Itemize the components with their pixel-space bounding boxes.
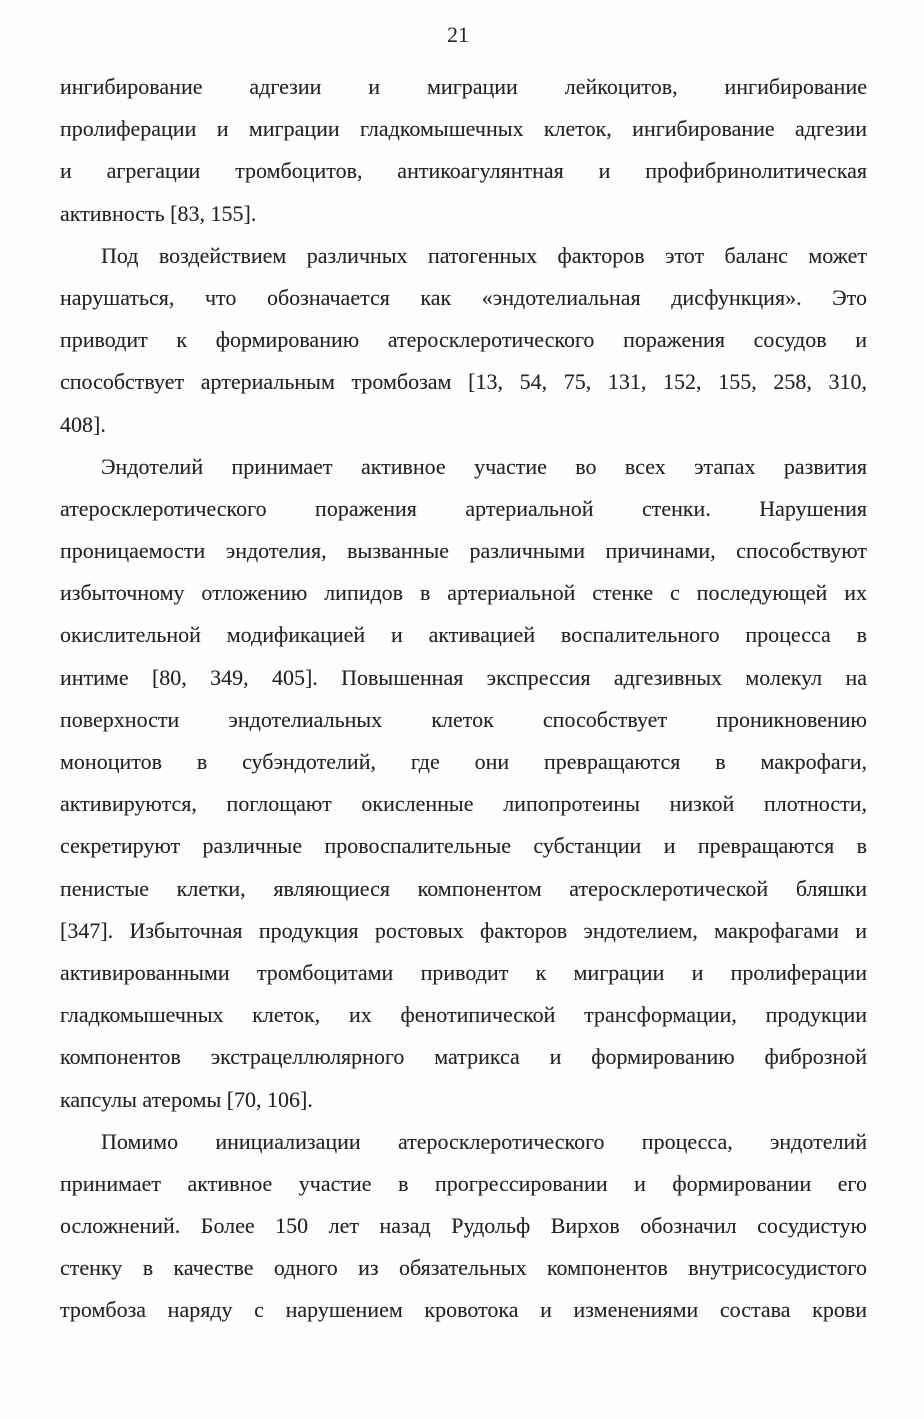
- text-line: проницаемости эндотелия, вызванные различными причинами, способствуют: [60, 538, 867, 564]
- text-line: Под воздействием различных патогенных факторов этот баланс может: [101, 242, 867, 268]
- text-line: секретируют различные провоспалительные субстанции и превращаются в: [60, 833, 867, 859]
- text-line: активированными тромбоцитами приводит к миграции и пролиферации: [60, 959, 867, 985]
- text-line: 408].: [60, 411, 106, 437]
- text-line: активность [83, 155].: [60, 200, 257, 226]
- text-line: Эндотелий принимает активное участие во всех этапах развития: [101, 453, 867, 479]
- text-line: осложнений. Более 150 лет назад Рудольф Вирхов обозначил сосудистую: [60, 1213, 867, 1239]
- text-line: тромбоза наряду с нарушением кровотока и изменениями состава крови: [60, 1297, 867, 1323]
- paragraph: [60, 66, 867, 235]
- paragraph: [60, 235, 867, 446]
- text-line: капсулы атеромы [70, 106].: [60, 1086, 313, 1112]
- text-line: окислительной модификацией и активацией воспалительного процесса в: [60, 622, 867, 648]
- paragraph: [60, 446, 867, 1121]
- text-line: пенистые клетки, являющиеся компонентом атеросклеротической бляшки: [60, 875, 867, 901]
- text-line: интиме [80, 349, 405]. Повышенная экспрессия адгезивных молекул на: [60, 664, 867, 690]
- text-line: [347]. Избыточная продукция ростовых факторов эндотелием, макрофагами и: [60, 917, 867, 943]
- text-line: активируются, поглощают окисленные липопротеины низкой плотности,: [60, 791, 867, 817]
- paragraph: [60, 1121, 867, 1332]
- text-line: нарушаться, что обозначается как «эндотелиальная дисфункция». Это: [60, 284, 867, 310]
- text-line: моноцитов в субэндотелий, где они превращаются в макрофаги,: [60, 749, 867, 774]
- text-line: способствует артериальным тромбозам [13, 54, 75, 131, 152, 155, 258, 310,: [60, 369, 867, 395]
- text-line: принимает активное участие в прогрессировании и формировании его: [60, 1170, 867, 1196]
- text-line: ингибирование адгезии и миграции лейкоцитов, ингибирование: [60, 74, 867, 99]
- text-line: поверхности эндотелиальных клеток способствует проникновению: [60, 706, 867, 732]
- text-line: стенку в качестве одного из обязательных компонентов внутрисосудистого: [60, 1255, 867, 1281]
- text-line: пролиферации и миграции гладкомышечных клеток, ингибирование адгезии: [60, 116, 867, 142]
- page-number: 21: [447, 22, 469, 47]
- text-line: компонентов экстрацеллюлярного матрикса и формированию фиброзной: [60, 1044, 867, 1070]
- body-text: [60, 66, 867, 1332]
- text-line: избыточному отложению липидов в артериальной стенке с последующей их: [60, 580, 867, 606]
- text-line: приводит к формированию атеросклеротического поражения сосудов и: [60, 327, 867, 353]
- text-line: Помимо инициализации атеросклеротического процесса, эндотелий: [101, 1128, 867, 1154]
- text-line: атеросклеротического поражения артериальной стенки. Нарушения: [60, 495, 867, 521]
- text-line: гладкомышечных клеток, их фенотипической трансформации, продукции: [60, 1002, 867, 1028]
- text-line: и агрегации тромбоцитов, антикоагулянтная и профибринолитическая: [60, 158, 867, 184]
